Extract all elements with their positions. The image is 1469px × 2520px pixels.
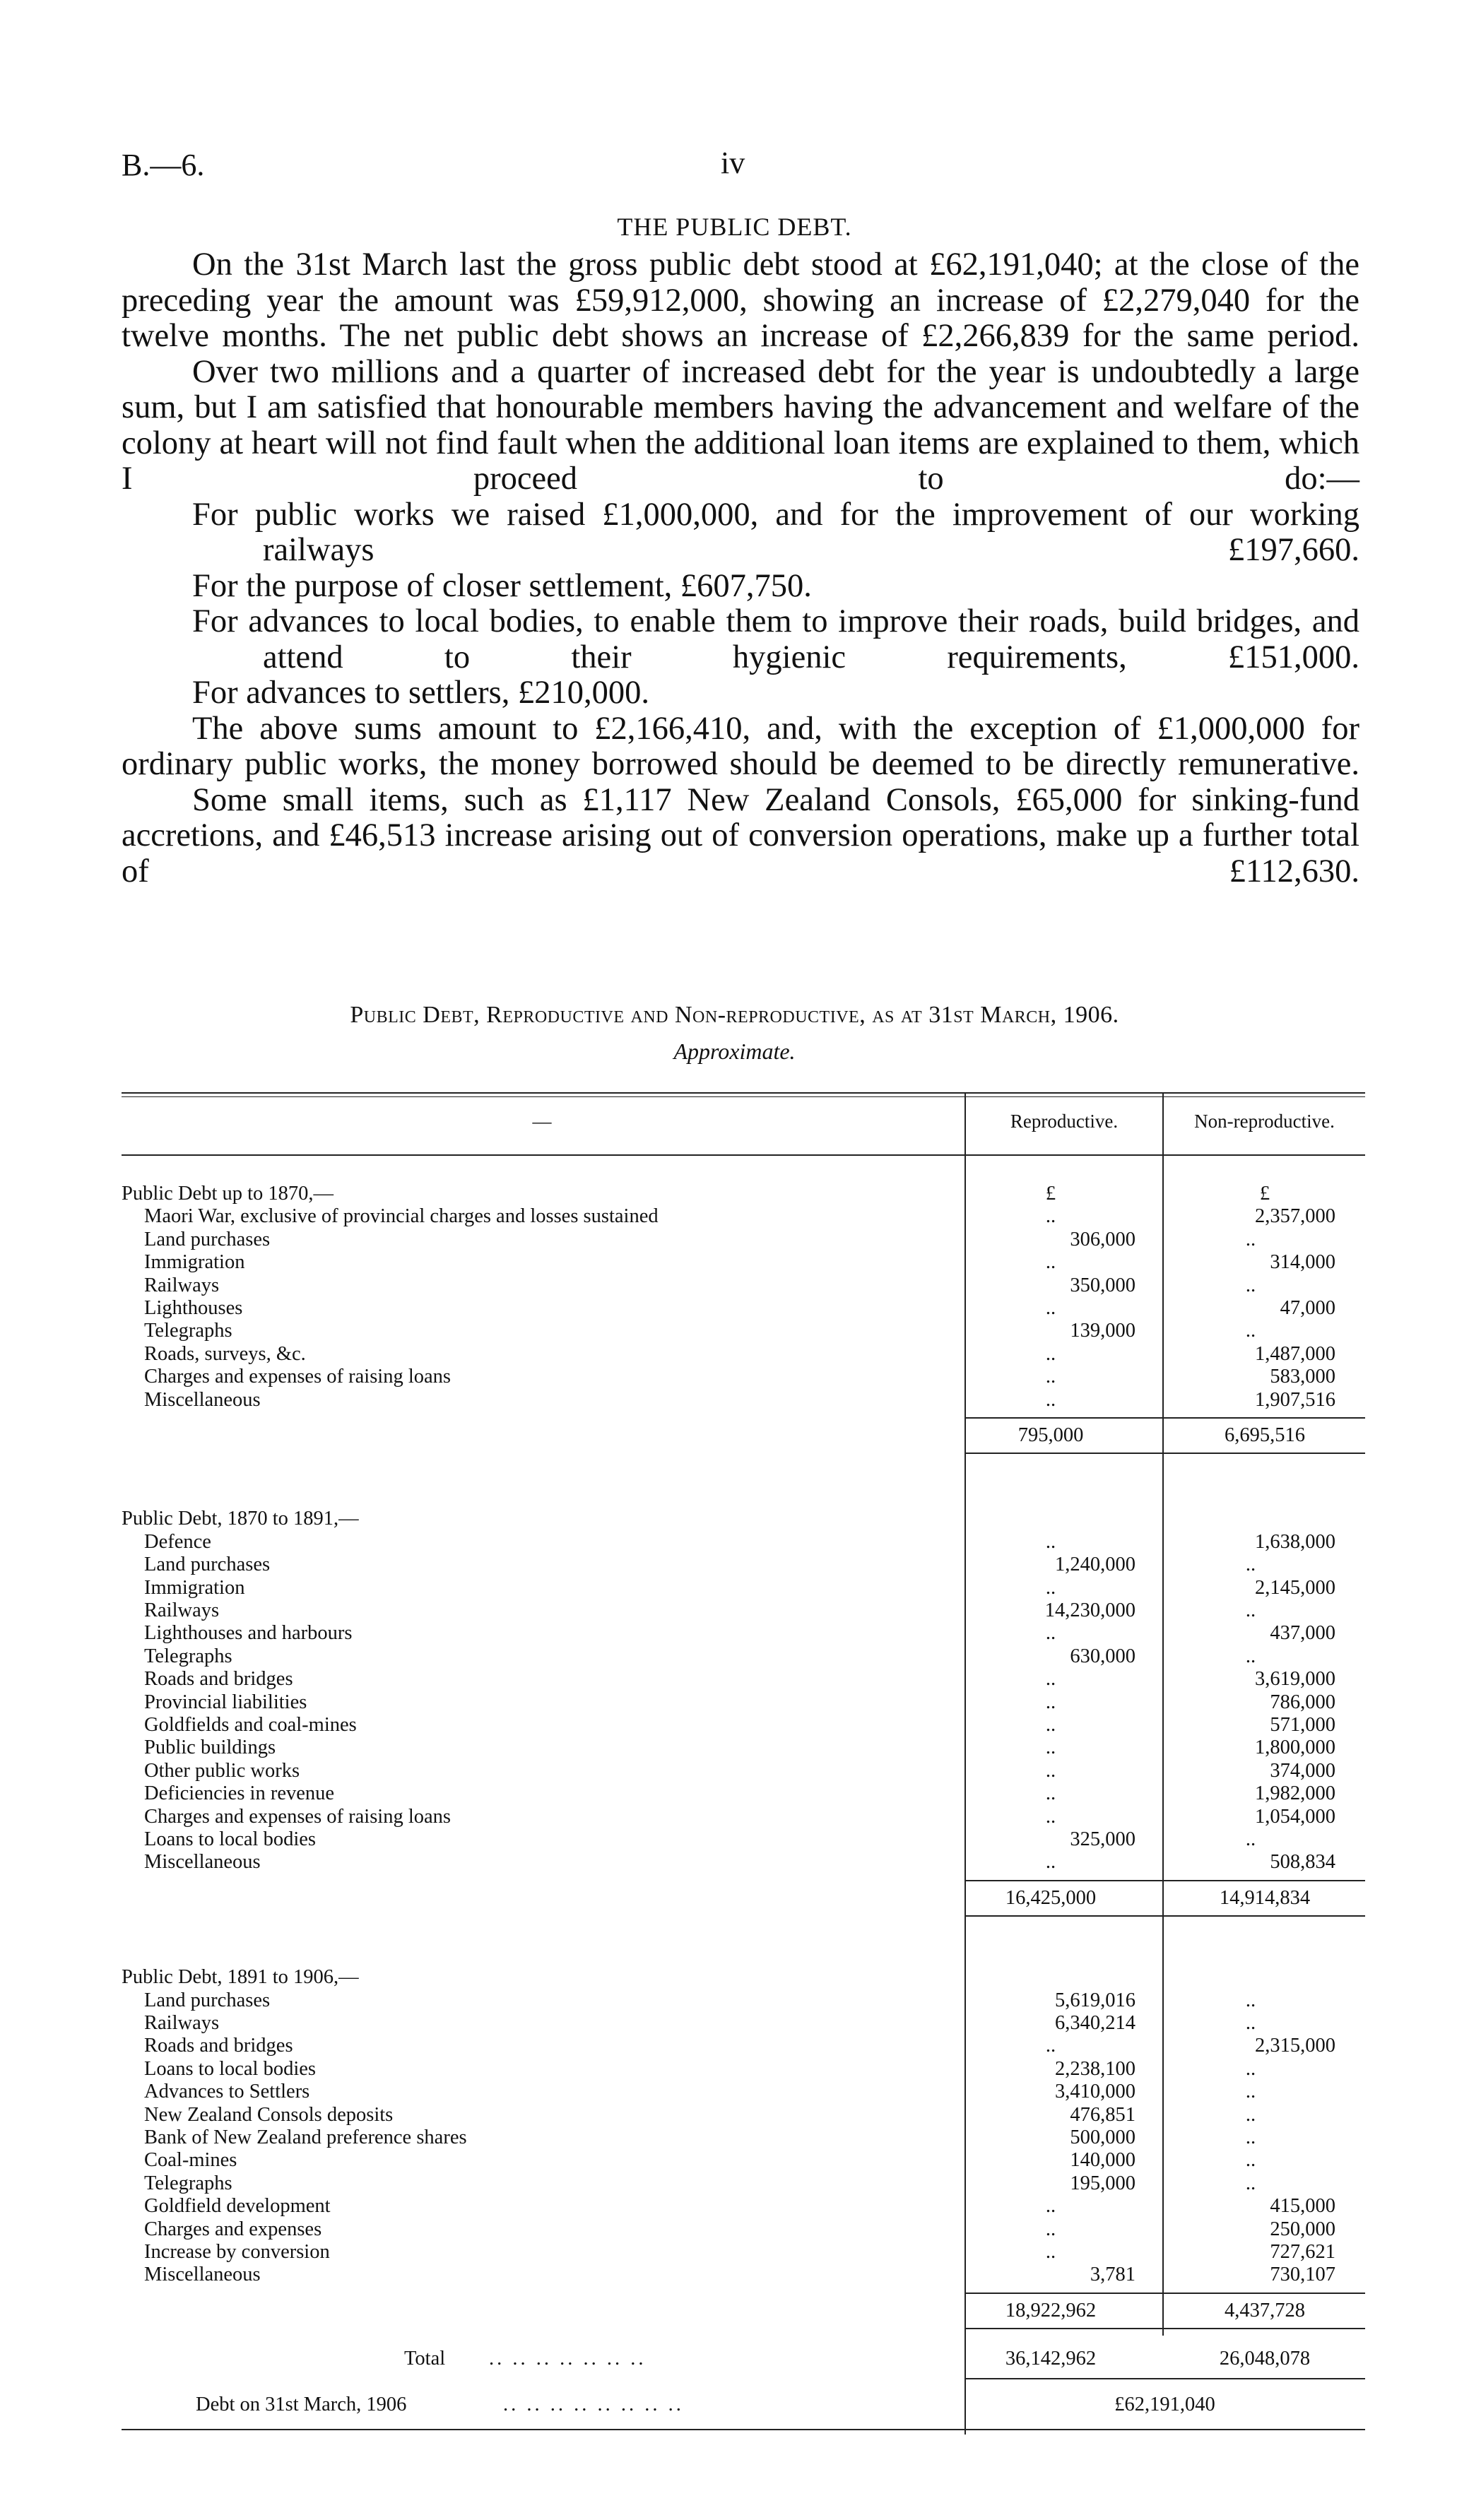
reproductive-value: ..	[1045, 1714, 1056, 1736]
table-row	[122, 1366, 1365, 1388]
subtotal-nonreproductive: 14,914,834	[1219, 1886, 1311, 1909]
subtotal-reproductive: 795,000	[1017, 1424, 1084, 1446]
reproductive-value: ..	[1045, 1805, 1056, 1828]
table-row	[122, 2241, 1365, 2264]
row-label: Roads and bridges	[144, 1668, 293, 1691]
reproductive-value: ..	[1045, 1388, 1056, 1411]
reproductive-value: 350,000	[1070, 1274, 1135, 1296]
subtotal-reproductive: 18,922,962	[1005, 2299, 1097, 2321]
nonreproductive-value: ..	[1245, 2126, 1256, 2148]
table-row	[122, 1577, 1365, 1599]
nonreproductive-value: 1,487,000	[1255, 1342, 1335, 1365]
subtotal-rule	[966, 1453, 1365, 1454]
table-row	[122, 1343, 1365, 1366]
row-label: Roads and bridges	[144, 2035, 293, 2057]
table-row	[122, 1297, 1365, 1320]
reproductive-value: 140,000	[1070, 2149, 1135, 2172]
reproductive-value: ..	[1045, 2241, 1056, 2263]
total-nonreproductive: 26,048,078	[1219, 2348, 1311, 2370]
section-heading: Public Debt up to 1870,—	[122, 1183, 334, 1205]
reproductive-value: 476,851	[1070, 2103, 1135, 2126]
reproductive-value: 325,000	[1070, 1828, 1135, 1850]
row-label: Land purchases	[144, 1989, 271, 2011]
row-label: Immigration	[144, 1251, 245, 1274]
table-row	[122, 1737, 1365, 1759]
nonreproductive-value: ..	[1245, 2103, 1256, 2126]
table-row	[122, 2264, 1365, 2286]
total-row	[122, 2348, 1365, 2370]
reproductive-value: 139,000	[1070, 1320, 1135, 1342]
row-label: Increase by conversion	[144, 2241, 330, 2263]
nonreproductive-value: 1,800,000	[1255, 1737, 1335, 1759]
row-label: Railways	[144, 1274, 220, 1296]
row-label: Charges and expenses of raising loans	[144, 1366, 451, 1388]
row-label: Land purchases	[144, 1228, 271, 1250]
row-label: Railways	[144, 2012, 220, 2034]
row-label: Advances to Settlers	[144, 2081, 310, 2103]
reproductive-value: 3,781	[1090, 2264, 1135, 2286]
reproductive-value: ..	[1045, 1342, 1056, 1365]
row-label: New Zealand Consols deposits	[144, 2103, 394, 2126]
subtotal-reproductive: 16,425,000	[1005, 1886, 1097, 1909]
table-top-rule	[122, 1092, 1365, 1094]
nonreproductive-value: ..	[1245, 1274, 1256, 1296]
table-subcaption: Approximate.	[673, 1039, 796, 1064]
table-row	[122, 1782, 1365, 1805]
nonreproductive-value: 437,000	[1270, 1622, 1335, 1645]
table-row	[122, 2218, 1365, 2241]
table-row	[122, 1531, 1365, 1554]
reproductive-value: ..	[1045, 1737, 1056, 1759]
reproductive-value: 1,240,000	[1055, 1554, 1135, 1576]
table-row	[122, 2195, 1365, 2218]
paragraph: The above sums amount to £2,166,410, and, with the exception of £1,000,000 for ordinary public works, the money borrowed should be deemed to be directly remunerative.	[122, 710, 1359, 782]
reproductive-value: ..	[1045, 1205, 1056, 1228]
nonreproductive-value: 2,315,000	[1255, 2035, 1335, 2057]
row-label: Coal-mines	[144, 2149, 237, 2172]
reproductive-value: ..	[1045, 1530, 1056, 1553]
debt-label: Debt on 31st March, 1906	[196, 2393, 407, 2415]
nonreproductive-value: 1,054,000	[1255, 1805, 1335, 1828]
table-row	[122, 1806, 1365, 1828]
body-text	[122, 247, 1359, 889]
table-caption: Public Debt, Reproductive and Non-reproductive, as at 31st March, 1906.	[350, 1002, 1119, 1028]
section-heading-row	[122, 1183, 1365, 1205]
table-row	[122, 2081, 1365, 2103]
paragraph: For advances to settlers, £210,000.	[192, 675, 650, 711]
reproductive-value: ..	[1045, 2218, 1056, 2240]
row-label: Public buildings	[144, 1737, 276, 1759]
table-row	[122, 1645, 1365, 1668]
nonreproductive-value: 250,000	[1270, 2218, 1335, 2240]
header-blank: —	[532, 1111, 552, 1132]
paragraph: For public works we raised £1,000,000, and for the improvement of our working railways £197,660.	[192, 496, 1359, 568]
total-reproductive: 36,142,962	[1005, 2348, 1097, 2370]
row-label: Deficiencies in revenue	[144, 1782, 335, 1805]
reproductive-value: ..	[1045, 1668, 1056, 1691]
nonreproductive-value: 3,619,000	[1255, 1668, 1335, 1691]
reproductive-value: 2,238,100	[1055, 2057, 1135, 2080]
table-row	[122, 2149, 1365, 2172]
table-row	[122, 1251, 1365, 1274]
subtotal-nonreproductive: 6,695,516	[1225, 1424, 1305, 1446]
subtotal-rule	[966, 1417, 1365, 1419]
nonreproductive-value: 47,000	[1280, 1297, 1335, 1319]
subtotal-rule	[966, 1880, 1365, 1881]
table-row	[122, 1668, 1365, 1691]
reproductive-value: ..	[1045, 1851, 1056, 1874]
table-top-rule-thin	[122, 1096, 1365, 1097]
row-label: Railways	[144, 1599, 220, 1621]
reproductive-value: ..	[1045, 1297, 1056, 1319]
row-label: Charges and expenses of raising loans	[144, 1805, 451, 1828]
reproductive-value: 3,410,000	[1055, 2081, 1135, 2103]
table-row	[122, 1320, 1365, 1342]
subtotal-row	[122, 2300, 1365, 2322]
nonreproductive-value: 415,000	[1270, 2195, 1335, 2218]
reproductive-value: ..	[1045, 1366, 1056, 1388]
nonreproductive-value: 730,107	[1270, 2264, 1335, 2286]
nonreproductive-value: 314,000	[1270, 1251, 1335, 1274]
nonreproductive-value: ..	[1245, 2057, 1256, 2080]
nonreproductive-value: 1,638,000	[1255, 1530, 1335, 1553]
nonreproductive-value: ..	[1245, 2172, 1256, 2194]
nonreproductive-value: ..	[1245, 1828, 1256, 1850]
header-bottom-rule	[122, 1154, 1365, 1156]
reproductive-value: 6,340,214	[1055, 2012, 1135, 2034]
row-label: Lighthouses and harbours	[144, 1622, 353, 1645]
row-label: Immigration	[144, 1576, 245, 1599]
reproductive-value: 195,000	[1070, 2172, 1135, 2194]
section-heading-row	[122, 1966, 1365, 1989]
table-row	[122, 1599, 1365, 1622]
reproductive-value: ..	[1045, 1782, 1056, 1805]
nonreproductive-value: ..	[1245, 2149, 1256, 2172]
row-label: Loans to local bodies	[144, 2057, 316, 2080]
table-row	[122, 1205, 1365, 1228]
header-nonreproductive: Non-reproductive.	[1194, 1111, 1335, 1132]
total-label: Total	[404, 2348, 446, 2370]
row-label: Goldfields and coal-mines	[144, 1714, 357, 1736]
subtotal-rule	[966, 2378, 1365, 2379]
row-label: Telegraphs	[144, 1645, 232, 1667]
reproductive-value: 306,000	[1070, 1228, 1135, 1250]
row-label: Land purchases	[144, 1554, 271, 1576]
paragraph: On the 31st March last the gross public debt stood at £62,191,040; at the close of the preceding year the amount was £59,912,000, showing an increase of £2,279,040 for the twelve months. The net public debt shows an increase of £2,266,839 for the same period.	[122, 247, 1359, 354]
nonreproductive-value: ..	[1245, 1554, 1256, 1576]
currency-symbol: £	[1259, 1183, 1270, 1205]
subtotal-row	[122, 1424, 1365, 1447]
reproductive-value: 630,000	[1070, 1645, 1135, 1667]
row-label: Lighthouses	[144, 1297, 243, 1319]
nonreproductive-value: 374,000	[1270, 1759, 1335, 1782]
paragraph: Over two millions and a quarter of increased debt for the year is undoubtedly a large sum, but I am satisfied that honourable members having the advancement and welfare of the colony at heart will not find fault when the additional loan items are explained to them, which I proceed to do:—	[122, 353, 1359, 497]
nonreproductive-value: 1,907,516	[1255, 1388, 1335, 1411]
subtotal-nonreproductive: 4,437,728	[1225, 2299, 1305, 2321]
row-label: Other public works	[144, 1759, 300, 1782]
subtotal-rule	[966, 2328, 1365, 2329]
table-row	[122, 1389, 1365, 1412]
table-row	[122, 2104, 1365, 2126]
nonreproductive-value: ..	[1245, 1645, 1256, 1667]
nonreproductive-value: ..	[1245, 1599, 1256, 1621]
row-label: Miscellaneous	[144, 1388, 261, 1411]
row-label: Goldfield development	[144, 2195, 331, 2218]
table-row	[122, 1760, 1365, 1782]
table-row	[122, 2058, 1365, 2081]
reproductive-value: ..	[1045, 1622, 1056, 1645]
row-label: Provincial liabilities	[144, 1691, 307, 1713]
leader-dots: .. .. .. .. .. .. ..	[489, 2348, 647, 2370]
row-label: Roads, surveys, &c.	[144, 1342, 306, 1365]
table-row	[122, 2172, 1365, 2195]
nonreproductive-value: 2,357,000	[1255, 1205, 1335, 1228]
nonreproductive-value: 727,621	[1270, 2241, 1335, 2263]
table-row	[122, 2012, 1365, 2035]
table-row	[122, 1274, 1365, 1297]
paragraph: For advances to local bodies, to enable them to improve their roads, build bridges, and attend to their hygienic requirements, £151,000.	[192, 603, 1359, 675]
table-row	[122, 1714, 1365, 1737]
row-label: Telegraphs	[144, 2172, 232, 2194]
page-number: iv	[721, 146, 745, 180]
subtotal-rule	[966, 1915, 1365, 1917]
nonreproductive-value: ..	[1245, 1320, 1256, 1342]
section-heading: Public Debt, 1870 to 1891,—	[122, 1508, 359, 1530]
table-row	[122, 1622, 1365, 1645]
nonreproductive-value: 786,000	[1270, 1691, 1335, 1713]
reproductive-value: 500,000	[1070, 2126, 1135, 2148]
row-label: Loans to local bodies	[144, 1828, 316, 1850]
table-row	[122, 1691, 1365, 1714]
reproductive-value: ..	[1045, 1251, 1056, 1274]
header-reproductive: Reproductive.	[1010, 1111, 1119, 1132]
nonreproductive-value: ..	[1245, 2012, 1256, 2034]
row-label: Telegraphs	[144, 1320, 232, 1342]
table-bottom-rule	[122, 2429, 1365, 2430]
reproductive-value: 14,230,000	[1044, 1599, 1135, 1621]
paragraph: Some small items, such as £1,117 New Zealand Consols, £65,000 for sinking-fund accretions, and £46,513 increase arising out of conversion operations, make up a further total of £112,630.	[122, 781, 1359, 889]
nonreproductive-value: 571,000	[1270, 1714, 1335, 1736]
row-label: Defence	[144, 1530, 211, 1553]
table-row	[122, 1828, 1365, 1851]
nonreproductive-value: ..	[1245, 1228, 1256, 1250]
reproductive-value: ..	[1045, 2035, 1056, 2057]
table-row	[122, 1851, 1365, 1874]
nonreproductive-value: 2,145,000	[1255, 1576, 1335, 1599]
reproductive-value: ..	[1045, 1691, 1056, 1713]
table-row	[122, 1989, 1365, 2012]
nonreproductive-value: 583,000	[1270, 1366, 1335, 1388]
section-heading-row	[122, 1508, 1365, 1530]
section-title: THE PUBLIC DEBT.	[617, 213, 852, 241]
nonreproductive-value: ..	[1245, 1989, 1256, 2011]
nonreproductive-value: 1,982,000	[1255, 1782, 1335, 1805]
debt-row	[122, 2394, 1365, 2416]
nonreproductive-value: ..	[1245, 2081, 1256, 2103]
debt-total: £62,191,040	[1114, 2393, 1215, 2415]
table-row	[122, 2126, 1365, 2149]
reproductive-value: 5,619,016	[1055, 1989, 1135, 2011]
table-row	[122, 2035, 1365, 2057]
row-label: Charges and expenses	[144, 2218, 322, 2240]
table-row	[122, 1554, 1365, 1576]
nonreproductive-value: 508,834	[1270, 1851, 1335, 1874]
reproductive-value: ..	[1045, 2195, 1056, 2218]
row-label: Miscellaneous	[144, 1851, 261, 1874]
section-heading: Public Debt, 1891 to 1906,—	[122, 1966, 359, 1989]
subtotal-row	[122, 1887, 1365, 1910]
row-label: Maori War, exclusive of provincial charges and losses sustained	[144, 1205, 659, 1228]
table-row	[122, 1229, 1365, 1251]
paragraph: For the purpose of closer settlement, £607,750.	[192, 567, 812, 604]
reproductive-value: ..	[1045, 1576, 1056, 1599]
subtotal-rule	[966, 2293, 1365, 2294]
document-reference: B.—6.	[122, 148, 205, 182]
row-label: Bank of New Zealand preference shares	[144, 2126, 467, 2148]
leader-dots: .. .. .. .. .. .. .. ..	[503, 2393, 684, 2415]
row-label: Miscellaneous	[144, 2264, 261, 2286]
currency-symbol: £	[1045, 1183, 1056, 1205]
reproductive-value: ..	[1045, 1759, 1056, 1782]
